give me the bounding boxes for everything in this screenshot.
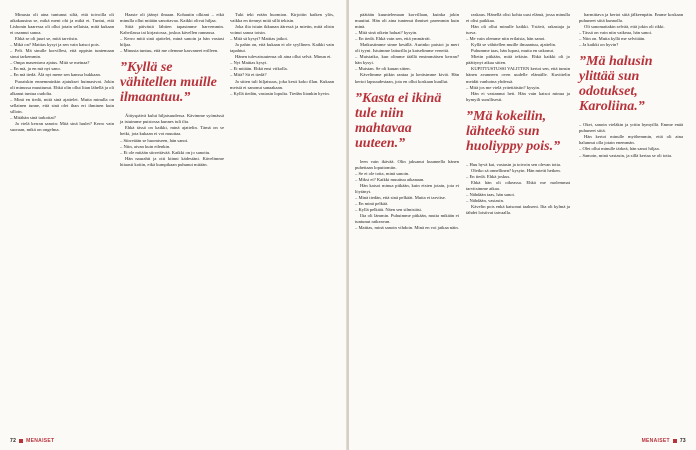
- paragraph: – Minä en tiedä, mitä sinä ajattelet. Mutta minulla on sellainen tunne, että sinä olet ihan eri ihminen kuin silloin.: [10, 96, 114, 114]
- paragraph: – En tiedä. Ehkä joskus.: [466, 173, 511, 179]
- paragraph: Puhumme taas, hän lupasi, mutta en uskonut.: [471, 48, 555, 54]
- paragraph: Ilta oli lämmin. Puhuimme pitkään, mutta mikään ei tuntunut ratkeavan.: [355, 212, 459, 225]
- paragraph: – Minä tiedän, että sinä pelkäät. Mutta ei tarvitse.: [355, 194, 446, 200]
- magazine-name: MENAISET: [26, 438, 55, 444]
- paragraph: – Kyllä pelkäät. Näen sen silmistäsi.: [355, 206, 422, 212]
- paragraph: – Miksi ei? Kaikki muuttuu aikanaan.: [355, 176, 425, 182]
- paragraph: Kävelin pois enkä katsonut taakseni. Ilta oli kylmä ja tähdet loistivat taivaalla.: [466, 204, 570, 216]
- paragraph: Hän naurahti ja otti kiinni kädestäni. Kävelimme hitaasti kotiin, eikä kumpikaan puhunut mitään.: [120, 155, 224, 167]
- paragraph: Minusta oli aina tuntunut siltä, että toivoilla oli aikakausina se, mikä meni ohi ja mikä ei. Tuntui, että Lisbonin kaaressa oli ollut jotain sellaista, mitä kukaan ei osannut sanoa.: [10, 12, 114, 36]
- paragraph: Hän oli ollut minulle kaikki. Ystävä, rakastaja ja turva.: [466, 24, 570, 36]
- left-column-2: [120, 12, 224, 168]
- paragraph: Matkustimme sinne kesällä. Aurinko paistoi ja meri oli tyyni. Istuimme laiturilla ja katselimme veneitä.: [355, 42, 459, 54]
- paragraph: Joka ilta istuin ikkunan ääressä ja mietin, mitä olisin voinut sanoa toisin.: [230, 24, 334, 36]
- paragraph: – Muistatko, kun olimme täällä ensimmäisen kerran? hän kysyi.: [355, 54, 459, 66]
- paragraph: – Se ei ole totta, minä sanoin.: [355, 170, 410, 176]
- paragraph: – Niin, aivan kuin eilenkin.: [120, 143, 171, 149]
- paragraph: – Mitä sinä oikein haluat? kysyin.: [355, 30, 418, 36]
- paragraph: – Ja kaikki on hyvin?: [579, 42, 619, 48]
- paragraph: – Nähdään taas, hän sanoi.: [466, 191, 515, 197]
- paragraph: Ehkä se oli juuri se, mitä tarvitsin.: [15, 36, 79, 42]
- paragraph: – Kerro mitä sinä ajattelet, minä sanoin ja hän vastasi hiljaa.: [120, 36, 224, 48]
- paragraph: – Tässä on vain niin vaikeaa, hän sanoi.: [579, 30, 653, 36]
- paragraph: Hänen tulevaisuutensa oli aina ollut selvä. Minun ei.: [235, 54, 332, 60]
- magazine-name: MENAISET: [641, 438, 670, 444]
- paragraph: – Ei ole mitään siirrettävää. Kaikki on jo sanottu.: [120, 149, 211, 155]
- paragraph: Ja vielä kerran sanoin: Mitä sinä luulet? Kerro vain suoraan, mikä on ongelma.: [10, 120, 114, 132]
- paragraph: – Mikä on? Mattias kysyi ja sen vain katsoi pois.: [10, 42, 100, 48]
- paragraph: Hän ei vastannut heti. Hän vain katsoi minua ja hymyili surullisesti.: [466, 90, 570, 102]
- paragraph: – En mä tiedä. Älä nyt mene sen kanssa hukkaan.: [10, 72, 101, 78]
- paragraph: – Ompa masentava ajatus. Mitä se meinaa?: [10, 60, 90, 66]
- right-page: [349, 0, 696, 450]
- paragraph: – Niin on. Mutta kyllä me selvitään.: [579, 36, 646, 42]
- paragraph: – Huu hyvä kai, vastasin ja toivoin sen olevan totta.: [466, 161, 562, 167]
- paragraph: leen vain ikävää. Olin jaksanut kuunnella hänen puhettaan loputtomiin.: [355, 158, 459, 170]
- paragraph: – Mitähän sinä tarkoitat?: [10, 114, 56, 120]
- paragraph: Haaste oli jäänyt ilmaan. Kohautin olkiani – eikä minulla ollut mitään sanottavaa. Kaikki olivat hiljaa.: [120, 12, 224, 24]
- left-page: [0, 0, 347, 450]
- paragraph: – Nähdään, vastasin.: [466, 197, 505, 203]
- paragraph: – Mattias, minä sanoin vihdoin. Minä en voi jatkaa näin.: [355, 225, 459, 231]
- left-column-1: [10, 12, 114, 133]
- paragraph: KUPITTUSTUSSI VALITTEN kertoi sen, että tunsin hänen avanneen oven uudelle elämälle. Kuvittelin meidät vanhoina yhdessä.: [466, 66, 570, 84]
- pull-quote: ”Mä kokeilin, lähteekö sun huoliyppy pois.”: [466, 108, 561, 154]
- paragraph: Ehkä hän oli oikeassa. Ehkä me molemmat tarvitsimme aikaa.: [466, 179, 570, 191]
- paragraph: Tuki teki erään huomion. Kirjoitin kaiken ylös, vaikka en tiennyt mitä sillä tekisin.: [230, 12, 334, 24]
- paragraph: raskaus. Hänellä olisi kohta uusi elämä, jossa minulla ei olisi paikkaa.: [466, 12, 570, 24]
- paragraph: Mietin pitkään, mitä tekisin. Ehkä kaikki oli jo päättynyt aikaa sitten.: [466, 54, 570, 66]
- page-footer-left: [10, 438, 54, 444]
- paragraph: – Pelt. Mä sinulle korvillesi, että oppisin tuntemaan sinut tarkemmin.: [10, 48, 114, 60]
- paragraph: päätään kuuntelemaan korvillaan, kuinka jokin muuttui. Hän oli aina tuntenut ihmiset paremmin kuin minä.: [355, 12, 459, 30]
- paragraph: – Mitä? Sä et tiedä?: [230, 72, 267, 78]
- paragraph: – En minä pelkää.: [355, 200, 389, 206]
- page-footer-right: [642, 438, 686, 444]
- paragraph: – Muistan. Se oli kauan sitten.: [355, 66, 411, 72]
- pull-quote: ”Mä halusin ylittää sun odotukset, Karoliina.”: [579, 54, 653, 115]
- paragraph: – Mitä sä kysyt? Mattias jatkoi.: [230, 36, 288, 42]
- paragraph: Kävelimme pitkin rantaa ja keräsimme kiviä. Hän kertoi lapsuudestaan, jota en ollut koskaan kuullut.: [355, 72, 459, 84]
- paragraph: Oletko sä onnellinen? kysyin. Hän mietti hetken.: [471, 167, 561, 173]
- paragraph: harmittava ja kertoi siitä jälkeenpäin. Emme koskaan puhuneet siitä kunnolla.: [579, 12, 683, 24]
- right-column-1: [355, 12, 459, 231]
- left-column-3: [230, 12, 334, 97]
- paragraph: Puoaiskin ennemminkin ajatukset huimasivat. Jokin oli minussa muuttunut. Ehkä olin ollut liian lähellä ja oli alkanut tuntua oudolta.: [10, 78, 114, 96]
- paragraph: – Samoin, minä vastasin, ja sillä kertaa se oli totta.: [579, 152, 673, 158]
- paragraph: Ehkä tässä on kaikki, minä ajattelin. Tämä on se hetki, jota kukaan ei voi muuttaa.: [120, 125, 224, 137]
- paragraph: Hän kertoi minulle myöhemmin, että oli aina halunnut olla jotain enemmän.: [579, 134, 683, 146]
- paragraph: – Nyt Mattias kysyi.: [230, 60, 268, 66]
- page-number: 73: [679, 438, 686, 444]
- paragraph: – En tiedä. Ehkä vain sen, että ymmärrät.: [355, 36, 431, 42]
- paragraph: – Siirretään se huomiseen, hän sanoi.: [120, 137, 189, 143]
- paragraph: Ja pahin on, että kukaan ei ole syyllinen. Kaikki vain tapahtui.: [230, 42, 334, 54]
- right-column-2: [466, 12, 570, 216]
- paragraph: Äitiyspäivä kului hiljaisuudessa. Kävimme syömässä ja istuimme puistossa kunnes tuli ilta.: [120, 113, 224, 125]
- paragraph: – Minusta tuntuu, että me olemme kasvaneet erilleen.: [120, 48, 219, 54]
- paragraph: – En mä, ja en mä nyt sano.: [10, 66, 61, 72]
- paragraph: – Mitä jos me vielä yritettäisiin? kysyin.: [466, 84, 541, 90]
- paragraph: – Olet ollut minulle tärkeä, hän sanoi hiljaa.: [579, 146, 660, 152]
- paragraph: Ja sitten tuli hiljaisuus, joka kesti koko illan. Kukaan meistä ei sanonut sanaakaan.: [230, 78, 334, 90]
- paragraph: – Okei, sanoin vieläkin ja yritin hymyillä. Emme enää puhuneet siitä.: [579, 122, 683, 134]
- paragraph: – Me vain olemme niin erilaisia, hän sanoi.: [466, 36, 546, 42]
- paragraph: Siitä päivästä lähtien tapasimme harvemmin. Kahvilassa tai kirjastossa, joskus kävellen rannassa.: [120, 24, 224, 36]
- footer-divider: [19, 439, 23, 443]
- paragraph: – Kyllä tiedän, vastasin lopulta. Tiedän liiankin hyvin.: [230, 90, 330, 96]
- paragraph: – Ei mitään. Ehkä ensi viikolla.: [230, 66, 288, 72]
- paragraph: Kyllä se vähitellen muille ilmaantuu, ajattelin.: [471, 42, 557, 48]
- paragraph: Hän katsoi minua pitkään, kuin etsien jotain, jota ei löytänyt.: [355, 182, 459, 194]
- page-number: 72: [10, 438, 17, 444]
- right-column-3: [579, 12, 683, 159]
- pull-quote: ”Kyllä se vähitellen muille ilmaantuu.”: [120, 60, 217, 106]
- paragraph: Oli sanomattakin selvää, että jokin oli rikki.: [584, 24, 665, 30]
- pull-quote: ”Kasta ei ikinä tule niin mahtavaa uuteen.”: [355, 90, 442, 151]
- footer-divider: [673, 439, 677, 443]
